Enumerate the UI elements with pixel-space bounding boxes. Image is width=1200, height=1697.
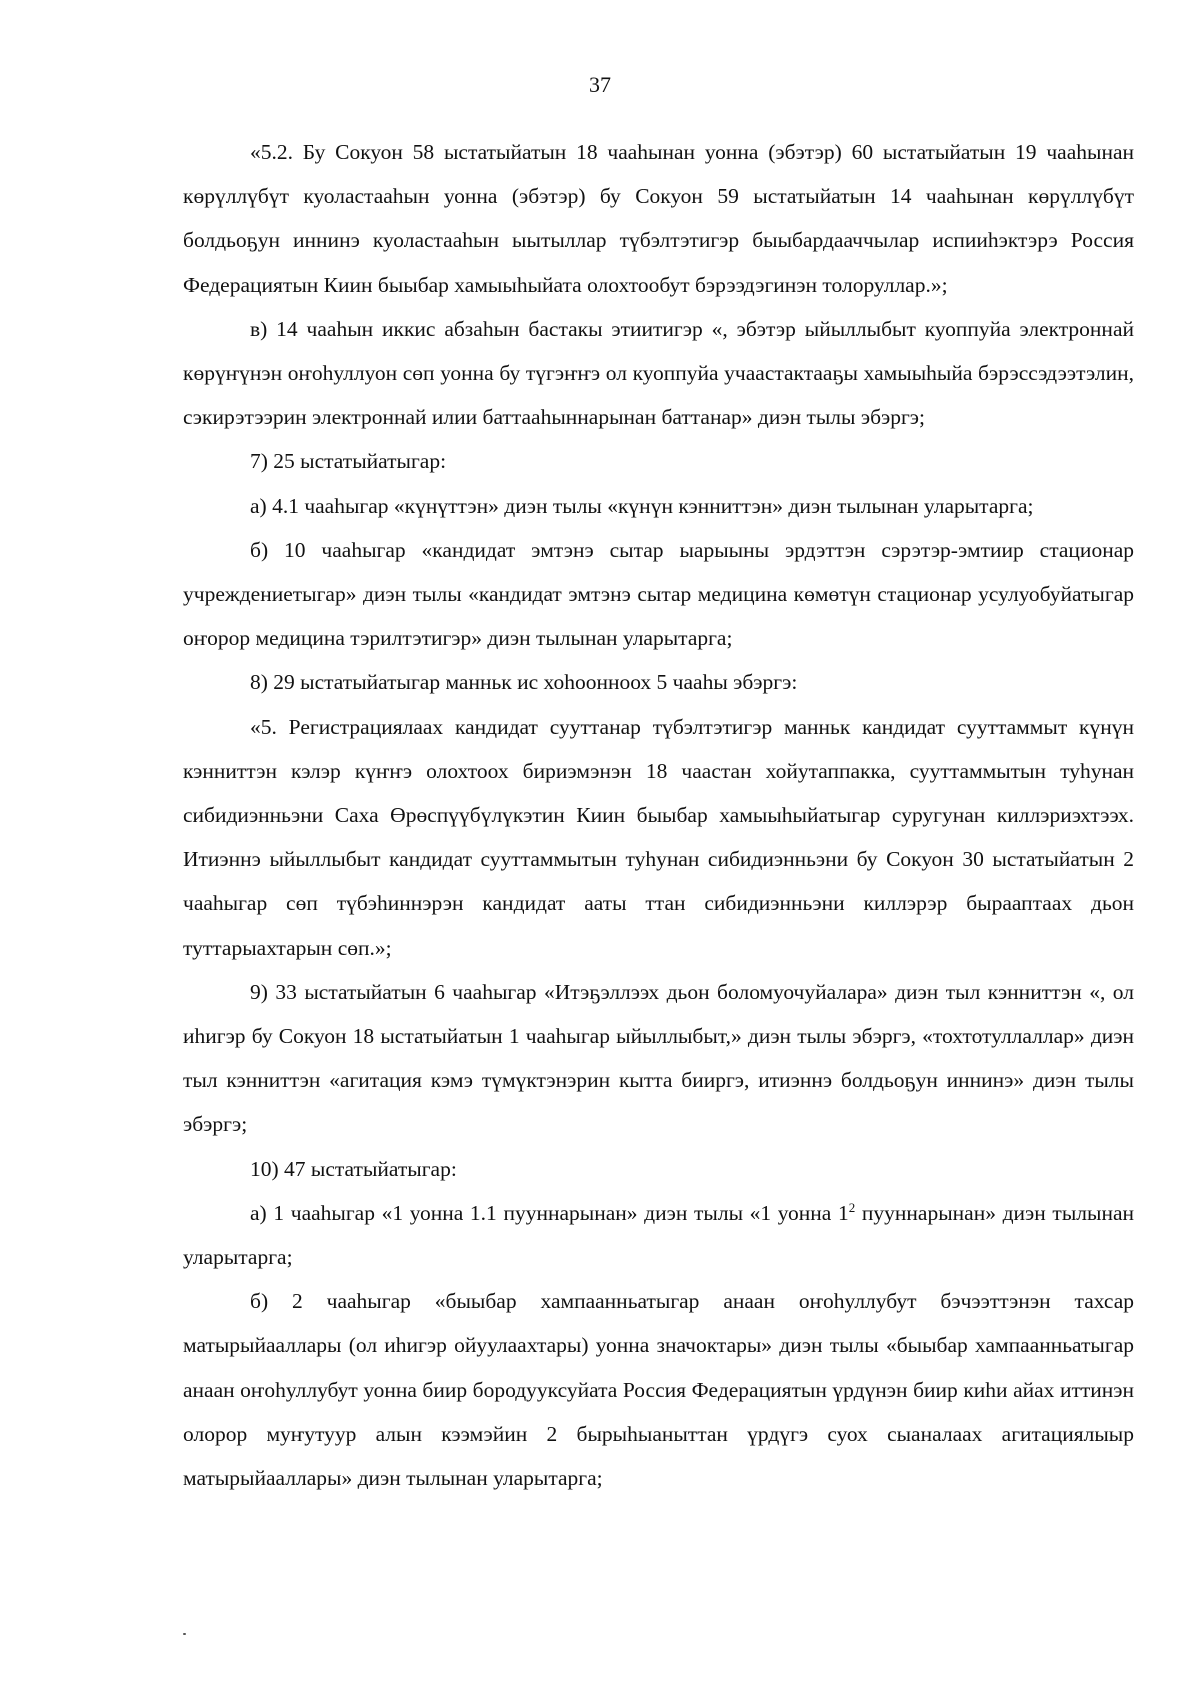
page-number: 37 [589,72,611,97]
superscript-exponent: 2 [848,1199,856,1215]
scan-speck [183,1633,186,1635]
paragraph-5-registration: «5. Регистрациялаах кандидат сууттанар түбэлтэтигэр манньк кандидат сууттаммыт күнүн кэнниттэн кэлэр күҥҥэ олохтоох бириэмэнэн 18 чаастан хойутаппакка, сууттаммытын туһунан сибидиэнньэни Саха Өрөспүүбүлүкэтин Киин быыбар хамыыһыйатыгар суругунан киллэриэхтээх. Итиэннэ ыйыллыбыт кандидат сууттаммытын туһунан сибидиэнньэни бу Сокуон 30 ыстатыйатын 2 чааһыгар сөп түбэһиннэрэн кандидат ааты ттан сибидиэнньэни киллэрэр бырааптаах дьон туттарыахтарын сөп.»; [183,714,1134,960]
paragraph-9-article-33: 9) 33 ыстатыйатын 6 чааһыгар «Итэҕэллээх дьон боломуочуйалара» диэн тыл кэнниттэн «, ол иһигэр бу Сокуон 18 ыстатыйатын 1 чааһыгар ыйыллыбыт,» диэн тылы эбэргэ, «тохтотуллаллар» диэн тыл кэнниттэн «агитация кэмэ түмүктэнэрин кытта бииргэ, итиэннэ болдьоҕун иннинэ» диэн тылы эбэргэ; [183,979,1134,1137]
paragraph-8-article-29: 8) 29 ыстатыйатыгар манньк ис хоһоонноох 5 чааһы эбэргэ: [250,670,798,695]
paragraph-a-1 [183,1191,1134,1279]
paragraph-b-10: б) 10 чааһыгар «кандидат эмтэнэ сытар ыарыыны эрдэттэн сэрэтэр-эмтиир стационар учреждениетыгар» диэн тылы «кандидат эмтэнэ сытар медицина көмөтүн стационар усулуобуйатыгар оҥорор медицина тэрилтэтигэр» диэн тылынан уларытарга; [183,537,1134,651]
paragraph-5-2: «5.2. Бу Сокуон 58 ыстатыйатын 18 чааһынан уонна (эбэтэр) 60 ыстатыйатын 19 чааһынан көрүллүбүт куоластааһын уонна (эбэтэр) бу Сокуон 59 ыстатыйатын 14 чааһынан көрүллүбүт болдьоҕун иннинэ куоластааһын ыытыллар түбэлтэтигэр быыбардааччылар испииһэктэрэ Россия Федерациятын Киин быыбар хамыыһыйата олохтообут бэрээдэгинэн толоруллар.»; [183,140,1134,297]
paragraph-7-article-25: 7) 25 ыстатыйатыгар: [250,449,447,474]
paragraph-b-2: б) 2 чааһыгар «быыбар хампаанньатыгар анаан оҥоһуллубут бэчээттэнэн тахсар матырыйааллары (ол иһигэр ойуулаахтары) уонна значоктары» диэн тылы «быыбар хампаанньатыгар анаан оҥоһуллубут уонна биир бородууксуйата Россия Федерациятын үрдүнэн биир киһи айах иттинэн олорор муҥутуур алын кээмэйин 2 бырыһыаныттан үрдүгэ суох сыаналаах агитациялыыр матырыйааллары» диэн тылынан уларытарга; [183,1289,1134,1491]
paragraph-a-4-1: а) 4.1 чааһыгар «күнүттэн» диэн тылы «күнүн кэнниттэн» диэн тылынан уларытарга; [250,493,1034,518]
paragraph-v-14: в) 14 чааһын иккис абзаһын бастакы этиитигэр «, эбэтэр ыйыллыбыт куоппуйа электроннай көрүҥүнэн оҥоһуллуон сөп уонна бу түгэҥҥэ ол куоппуйа учаастактааҕы хамыыһыйа бэрэссэдээтэлин, сэкирэтээрин электроннай илии баттааһыннарынан баттанар» диэн тылы эбэргэ; [183,316,1134,430]
paragraph-10-article-47: 10) 47 ыстатыйатыгар: [250,1156,457,1181]
paragraph-a-1-text-after: пууннарынан» диэн тылынан уларытарга; [183,1200,1134,1270]
paragraph-a-1-text-before: а) 1 чааһыгар «1 уонна 1.1 пууннарынан» диэн тылы «1 уонна 1 [250,1200,849,1225]
document-body [183,130,1134,1500]
